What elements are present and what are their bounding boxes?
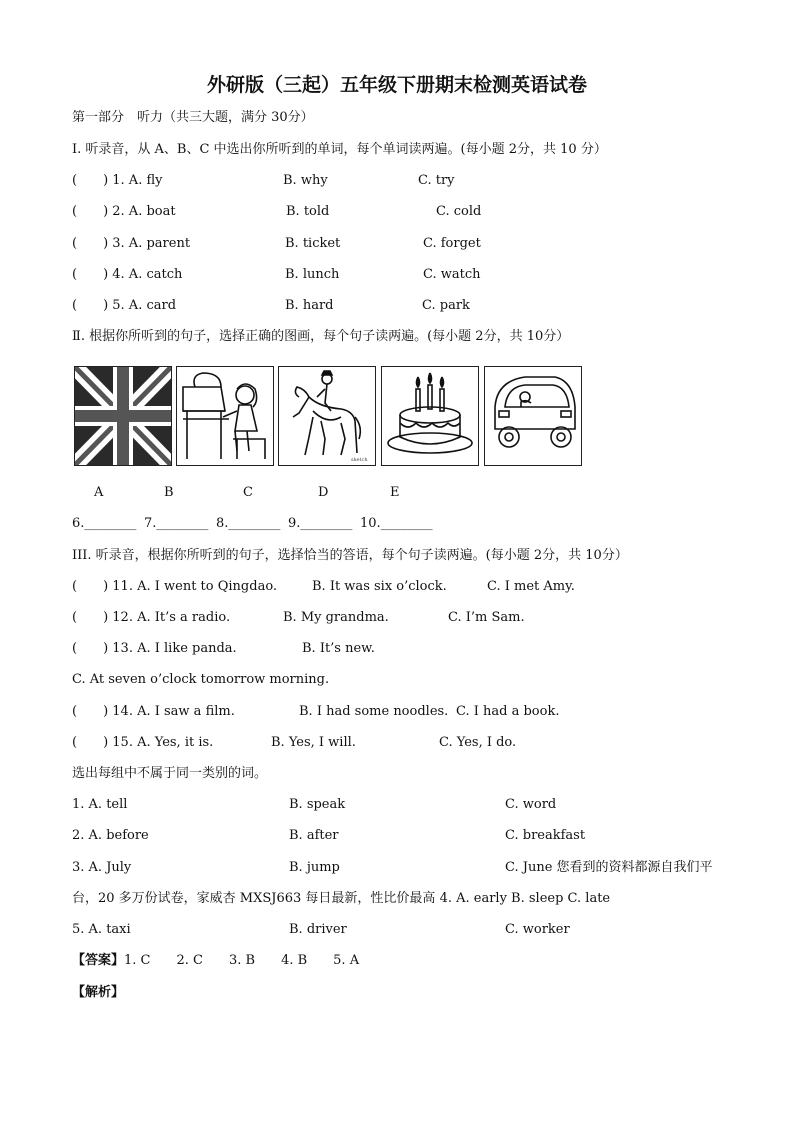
option-c: C. cold xyxy=(436,204,482,219)
question-3: ( ) 3. A. parent xyxy=(72,236,191,251)
picture-d xyxy=(381,366,479,466)
answer-text: 1. C 2. C 3. B 4. B 5. A xyxy=(124,953,360,968)
exam-title: 外研版（三起）五年级下册期末检测英语试卷 xyxy=(206,74,587,96)
group-5: 5. A. taxi xyxy=(72,922,131,937)
option-b: B. why xyxy=(283,173,328,188)
question-14: ( ) 14. A. I saw a film. xyxy=(72,704,235,719)
group-2: 2. A. before xyxy=(72,828,149,843)
analysis-label: 【解析】 xyxy=(72,985,125,1000)
answer-label: 【答案】 xyxy=(72,953,125,968)
question-11: ( ) 11. A. I went to Qingdao. xyxy=(72,579,278,594)
group-3: 3. A. July xyxy=(72,860,132,875)
question-15: ( ) 15. A. Yes, it is. xyxy=(72,735,214,750)
option-c: C. breakfast xyxy=(505,828,586,843)
option-b: B. Yes, I will. xyxy=(271,735,356,750)
option-b: B. told xyxy=(286,204,330,219)
option-b: B. lunch xyxy=(285,267,340,282)
picture-label-c: C xyxy=(243,485,253,500)
option-c: C. word xyxy=(505,797,557,812)
section3-heading: III. 听录音，根据你所听到的句子，选择恰当的答语，每个句子读两遍。(每小题 2分，共 10分） xyxy=(72,548,628,563)
group-1: 1. A. tell xyxy=(72,797,128,812)
option-c: C. I’m Sam. xyxy=(448,610,525,625)
part1-heading: 第一部分 听力（共三大题，满分 30分） xyxy=(72,110,314,125)
option-c: C. park xyxy=(422,298,470,313)
answer-blank-6[interactable]: 6.________ xyxy=(72,516,137,531)
picture-c xyxy=(278,366,376,466)
option-b: B. speak xyxy=(289,797,346,812)
option-b: B. It’s new. xyxy=(302,641,375,656)
question-4: ( ) 4. A. catch xyxy=(72,267,183,282)
option-b: B. I had some noodles. xyxy=(299,704,449,719)
option-b: B. hard xyxy=(285,298,334,313)
person-riding-horse-icon xyxy=(279,367,375,465)
answer-blank-9[interactable]: 9.________ xyxy=(288,516,353,531)
picture-label-a: A xyxy=(94,485,104,500)
answer-line xyxy=(72,953,359,969)
union-jack-flag-icon xyxy=(75,367,171,465)
picture-e xyxy=(484,366,582,466)
option-b: B. ticket xyxy=(285,236,341,251)
section2-heading: Ⅱ. 根据你所听到的句子，选择正确的图画，每个句子读两遍。(每小题 2分，共 10分） xyxy=(72,329,570,344)
question-5: ( ) 5. A. card xyxy=(72,298,177,313)
picture-label-b: B xyxy=(164,485,174,500)
picture-label-e: E xyxy=(390,485,400,500)
section4-heading: 选出每组中不属于同一类别的词。 xyxy=(72,766,268,781)
option-c: C. I had a book. xyxy=(456,704,560,719)
answer-blank-10[interactable]: 10.________ xyxy=(360,516,433,531)
picture-b xyxy=(176,366,274,466)
answer-blank-8[interactable]: 8.________ xyxy=(216,516,281,531)
picture-label-d: D xyxy=(318,485,329,500)
girl-playing-piano-icon xyxy=(177,367,273,465)
option-c: C. watch xyxy=(423,267,481,282)
option-b: B. It was six o’clock. xyxy=(312,579,447,594)
option-b: B. jump xyxy=(289,860,340,875)
birthday-cake-icon xyxy=(382,367,478,465)
section1-heading: Ⅰ. 听录音，从 A、B、C 中选出你所听到的单词，每个单词读两遍。(每小题 2分，共 10 分） xyxy=(72,142,607,157)
picture-a xyxy=(74,366,172,466)
option-b: B. My grandma. xyxy=(283,610,389,625)
option-c: C. try xyxy=(418,173,455,188)
option-c: C. June 您看到的资料都源自我们平 xyxy=(505,860,713,875)
question-12: ( ) 12. A. It’s a radio. xyxy=(72,610,231,625)
option-c: C. Yes, I do. xyxy=(439,735,517,750)
option-b: B. after xyxy=(289,828,339,843)
group-4-with-ad-text: 台，20 多万份试卷，家威杏 MXSJ663 每日最新，性比价最高 4. A. early B. sleep C. late xyxy=(72,891,611,906)
option-c: C. worker xyxy=(505,922,570,937)
option-c: C. At seven o’clock tomorrow morning. xyxy=(72,672,330,687)
option-b: B. driver xyxy=(289,922,347,937)
question-1: ( ) 1. A. fly xyxy=(72,173,163,188)
car-with-driver-icon xyxy=(485,367,581,465)
svg-text:sketch: sketch xyxy=(351,457,368,463)
option-c: C. I met Amy. xyxy=(487,579,575,594)
option-c: C. forget xyxy=(423,236,481,251)
question-13: ( ) 13. A. I like panda. xyxy=(72,641,237,656)
answer-blank-7[interactable]: 7.________ xyxy=(144,516,209,531)
question-2: ( ) 2. A. boat xyxy=(72,204,176,219)
